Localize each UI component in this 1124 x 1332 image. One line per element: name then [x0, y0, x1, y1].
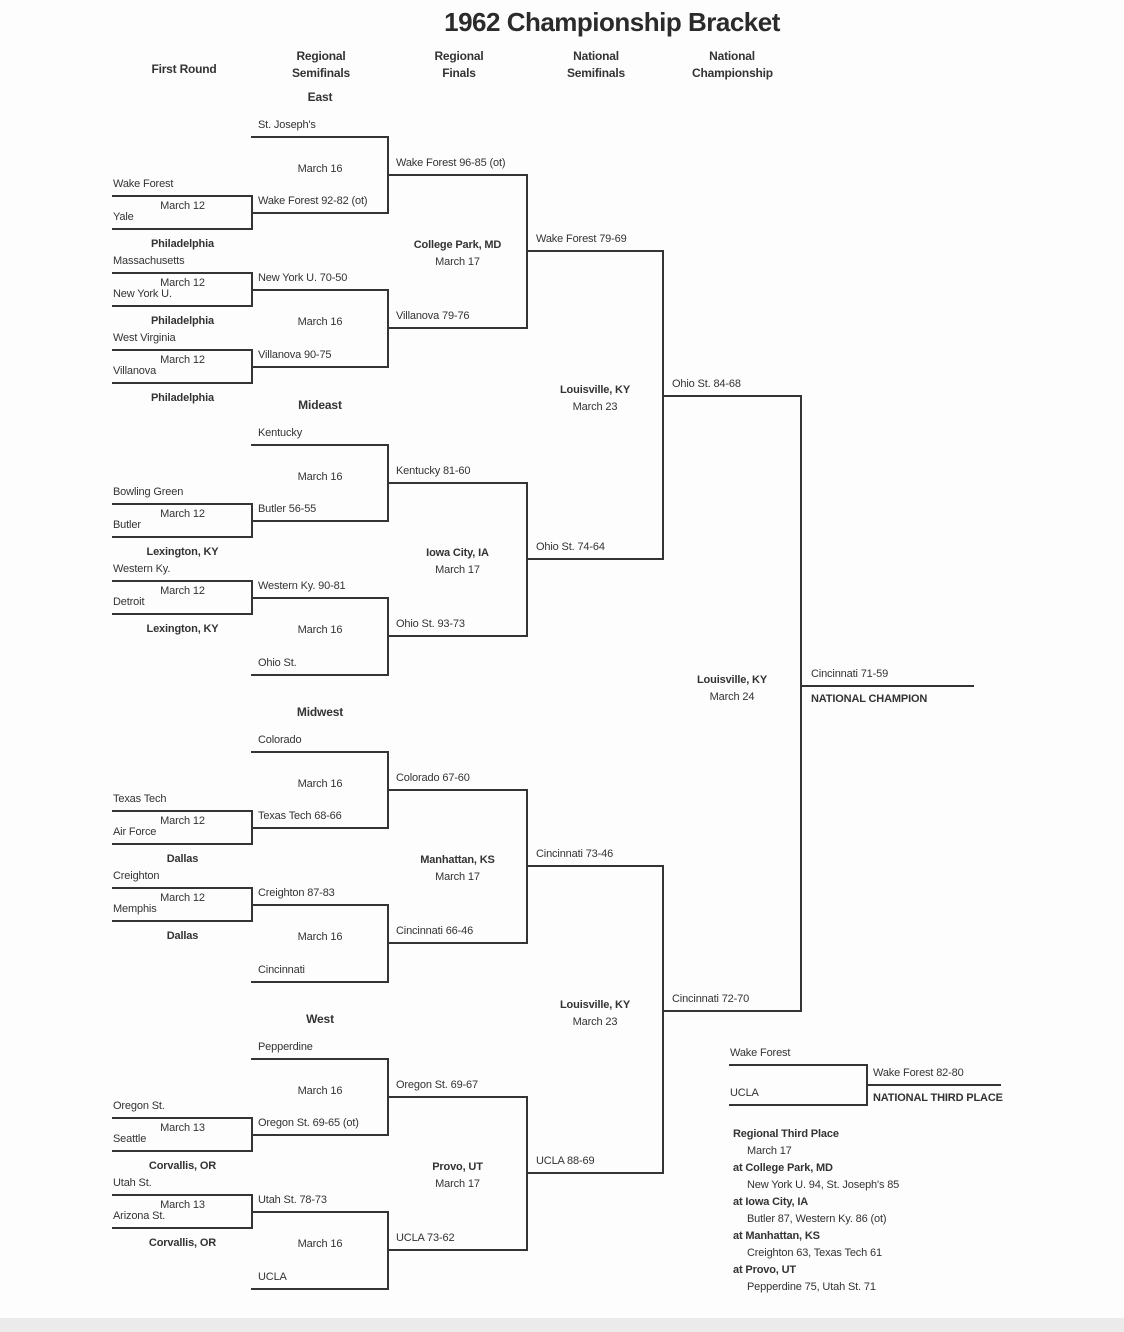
advancing-team-label: Creighton 87-83 [258, 887, 335, 899]
regional-third-place-site: at College Park, MD [733, 1162, 833, 1174]
slot-line [251, 827, 389, 829]
team-line [112, 843, 253, 845]
regional-third-place-result: New York U. 94, St. Joseph's 85 [747, 1179, 900, 1191]
regional-third-place-date: March 17 [747, 1145, 792, 1157]
winner-line [866, 1084, 1001, 1086]
third-place-team: UCLA [730, 1087, 759, 1099]
column-header: First Round [151, 62, 217, 76]
bracket-title: 1962 Championship Bracket [444, 7, 780, 37]
advancing-team-label: Wake Forest 92-82 (ot) [258, 195, 368, 207]
team-name: Seattle [113, 1133, 147, 1145]
champion-line [800, 685, 974, 687]
first-round-date: March 12 [160, 892, 205, 904]
team-name: Villanova [113, 365, 157, 377]
regional-final-date: March 17 [435, 564, 480, 576]
winner-line [526, 250, 664, 252]
column-header: Regional Semifinals [291, 49, 351, 80]
team-name: Air Force [113, 826, 157, 838]
winner-line [662, 395, 802, 397]
champion-score: Cincinnati 71-59 [811, 668, 889, 680]
national-semifinal-date: March 23 [572, 401, 618, 413]
column-header: National Championship [692, 49, 773, 80]
team-name: New York U. [113, 288, 172, 300]
slot-line [251, 1288, 389, 1290]
team-line [112, 613, 253, 615]
regional-third-place-site: at Manhattan, KS [733, 1230, 820, 1242]
championship-venue: Louisville, KY [696, 674, 768, 686]
team-line [112, 887, 253, 889]
slot-line [251, 751, 389, 753]
team-name: Cincinnati [258, 964, 305, 976]
team-name: UCLA [258, 1271, 287, 1283]
team-name: St. Joseph's [258, 119, 316, 131]
region-label: East [307, 90, 333, 104]
team-name: Utah St. [113, 1177, 152, 1189]
team-name: Butler [113, 519, 141, 531]
regional-third-place-result: Creighton 63, Texas Tech 61 [747, 1247, 882, 1259]
national-semifinal-winner: Cincinnati 72-70 [672, 993, 750, 1005]
regional-final-date: March 17 [435, 871, 480, 883]
team-name: Yale [113, 211, 134, 223]
team-line [729, 1104, 868, 1106]
national-semifinal-venue: Louisville, KY [559, 999, 631, 1011]
team-line [112, 1194, 253, 1196]
team-name: Arizona St. [113, 1210, 166, 1222]
regional-third-place-heading: Regional Third Place [733, 1128, 839, 1140]
winner-line [526, 1172, 664, 1174]
region-label: Mideast [298, 398, 342, 412]
semifinal-winner: Villanova 79-76 [396, 310, 470, 322]
semifinal-date: March 16 [297, 471, 343, 483]
first-round-date: March 12 [160, 815, 205, 827]
slot-line [251, 597, 389, 599]
team-line [112, 580, 253, 582]
advancing-team-label: Villanova 90-75 [258, 349, 332, 361]
first-round-site: Corvallis, OR [148, 1160, 217, 1172]
winner-line [526, 865, 664, 867]
semifinal-winner: Kentucky 81-60 [396, 465, 471, 477]
team-name: Texas Tech [113, 793, 167, 805]
semifinal-date: March 16 [297, 624, 343, 636]
semifinal-date: March 16 [297, 316, 343, 328]
regional-final-winner: UCLA 88-69 [536, 1155, 595, 1167]
column-header: National Semifinals [566, 49, 626, 80]
team-line [112, 503, 253, 505]
regional-final-venue: College Park, MD [413, 239, 502, 251]
slot-line [251, 1211, 389, 1213]
team-name: Kentucky [258, 427, 303, 439]
winner-line [387, 327, 528, 329]
semifinal-winner: Ohio St. 93-73 [396, 618, 465, 630]
semifinal-winner: Wake Forest 96-85 (ot) [396, 157, 506, 169]
slot-line [251, 212, 389, 214]
team-line [112, 920, 253, 922]
semifinal-date: March 16 [297, 163, 343, 175]
team-name: Colorado [258, 734, 302, 746]
team-name: Memphis [113, 903, 157, 915]
first-round-site: Corvallis, OR [148, 1237, 217, 1249]
slot-line [251, 289, 389, 291]
team-name: Creighton [113, 870, 160, 882]
regional-third-place-result: Pepperdine 75, Utah St. 71 [747, 1281, 876, 1293]
advancing-team-label: New York U. 70-50 [258, 272, 348, 284]
advancing-team-label: Western Ky. 90-81 [258, 580, 346, 592]
team-name: Western Ky. [113, 563, 171, 575]
first-round-site: Philadelphia [151, 238, 214, 250]
semifinal-date: March 16 [297, 778, 343, 790]
winner-line [662, 1010, 802, 1012]
regional-final-date: March 17 [435, 1178, 480, 1190]
first-round-site: Philadelphia [151, 392, 214, 404]
team-name: West Virginia [113, 332, 176, 344]
winner-line [387, 635, 528, 637]
winner-line [387, 789, 528, 791]
championship-date: March 24 [709, 691, 755, 703]
first-round-date: March 12 [160, 585, 205, 597]
team-line [112, 382, 253, 384]
semifinal-winner: Cincinnati 66-46 [396, 925, 474, 937]
team-line [112, 810, 253, 812]
regional-third-place-site: at Provo, UT [733, 1264, 796, 1276]
team-line [729, 1064, 868, 1066]
team-name: Wake Forest [113, 178, 174, 190]
winner-line [387, 174, 528, 176]
regional-third-place-result: Butler 87, Western Ky. 86 (ot) [747, 1213, 887, 1225]
first-round-date: March 12 [160, 277, 205, 289]
first-round-site: Lexington, KY [146, 546, 219, 558]
first-round-site: Philadelphia [151, 315, 214, 327]
regional-final-winner: Cincinnati 73-46 [536, 848, 614, 860]
first-round-site: Lexington, KY [146, 623, 219, 635]
winner-line [387, 482, 528, 484]
slot-line [251, 674, 389, 676]
national-semifinal-venue: Louisville, KY [559, 384, 631, 396]
team-line [112, 195, 253, 197]
team-line [112, 1227, 253, 1229]
third-place-team: Wake Forest [730, 1047, 791, 1059]
team-line [112, 272, 253, 274]
first-round-site: Dallas [166, 930, 199, 942]
first-round-date: March 13 [160, 1199, 205, 1211]
team-line [112, 536, 253, 538]
national-champion-caption: NATIONAL CHAMPION [811, 693, 928, 705]
slot-line [251, 136, 389, 138]
team-name: Bowling Green [113, 486, 184, 498]
regional-final-venue: Manhattan, KS [420, 854, 495, 866]
advancing-team-label: Texas Tech 68-66 [258, 810, 342, 822]
semifinal-winner: UCLA 73-62 [396, 1232, 455, 1244]
regional-final-date: March 17 [435, 256, 480, 268]
slot-line [251, 520, 389, 522]
semifinal-date: March 16 [297, 931, 343, 943]
slot-line [251, 1058, 389, 1060]
first-round-date: March 13 [160, 1122, 205, 1134]
advancing-team-label: Oregon St. 69-65 (ot) [258, 1117, 359, 1129]
semifinal-winner: Colorado 67-60 [396, 772, 470, 784]
team-line [112, 1117, 253, 1119]
first-round-date: March 12 [160, 200, 205, 212]
winner-line [526, 558, 664, 560]
team-name: Oregon St. [113, 1100, 165, 1112]
slot-line [251, 366, 389, 368]
first-round-site: Dallas [166, 853, 199, 865]
regional-final-winner: Wake Forest 79-69 [536, 233, 627, 245]
team-name: Pepperdine [258, 1041, 313, 1053]
winner-line [387, 1096, 528, 1098]
slot-line [251, 904, 389, 906]
team-line [112, 228, 253, 230]
team-name: Massachusetts [113, 255, 185, 267]
first-round-date: March 12 [160, 354, 205, 366]
regional-final-venue: Provo, UT [432, 1161, 483, 1173]
semifinal-date: March 16 [297, 1238, 343, 1250]
national-semifinal-date: March 23 [572, 1016, 618, 1028]
semifinal-date: March 16 [297, 1085, 343, 1097]
regional-final-venue: Iowa City, IA [426, 547, 489, 559]
team-name: Detroit [113, 596, 145, 608]
advancing-team-label: Utah St. 78-73 [258, 1194, 327, 1206]
slot-line [251, 444, 389, 446]
regional-third-place-site: at Iowa City, IA [733, 1196, 809, 1208]
first-round-date: March 12 [160, 508, 205, 520]
team-line [112, 349, 253, 351]
third-place-winner: Wake Forest 82-80 [873, 1067, 964, 1079]
team-line [112, 305, 253, 307]
slot-line [251, 1134, 389, 1136]
national-semifinal-winner: Ohio St. 84-68 [672, 378, 741, 390]
region-label: West [306, 1012, 334, 1026]
slot-line [251, 981, 389, 983]
semifinal-winner: Oregon St. 69-67 [396, 1079, 478, 1091]
winner-line [387, 1249, 528, 1251]
team-line [112, 1150, 253, 1152]
team-name: Ohio St. [258, 657, 297, 669]
bottom-bar [0, 1318, 1124, 1332]
column-header: Regional Finals [434, 49, 484, 80]
winner-line [387, 942, 528, 944]
national-third-place-caption: NATIONAL THIRD PLACE [873, 1092, 1003, 1104]
advancing-team-label: Butler 56-55 [258, 503, 317, 515]
regional-final-winner: Ohio St. 74-64 [536, 541, 605, 553]
region-label: Midwest [296, 705, 344, 719]
